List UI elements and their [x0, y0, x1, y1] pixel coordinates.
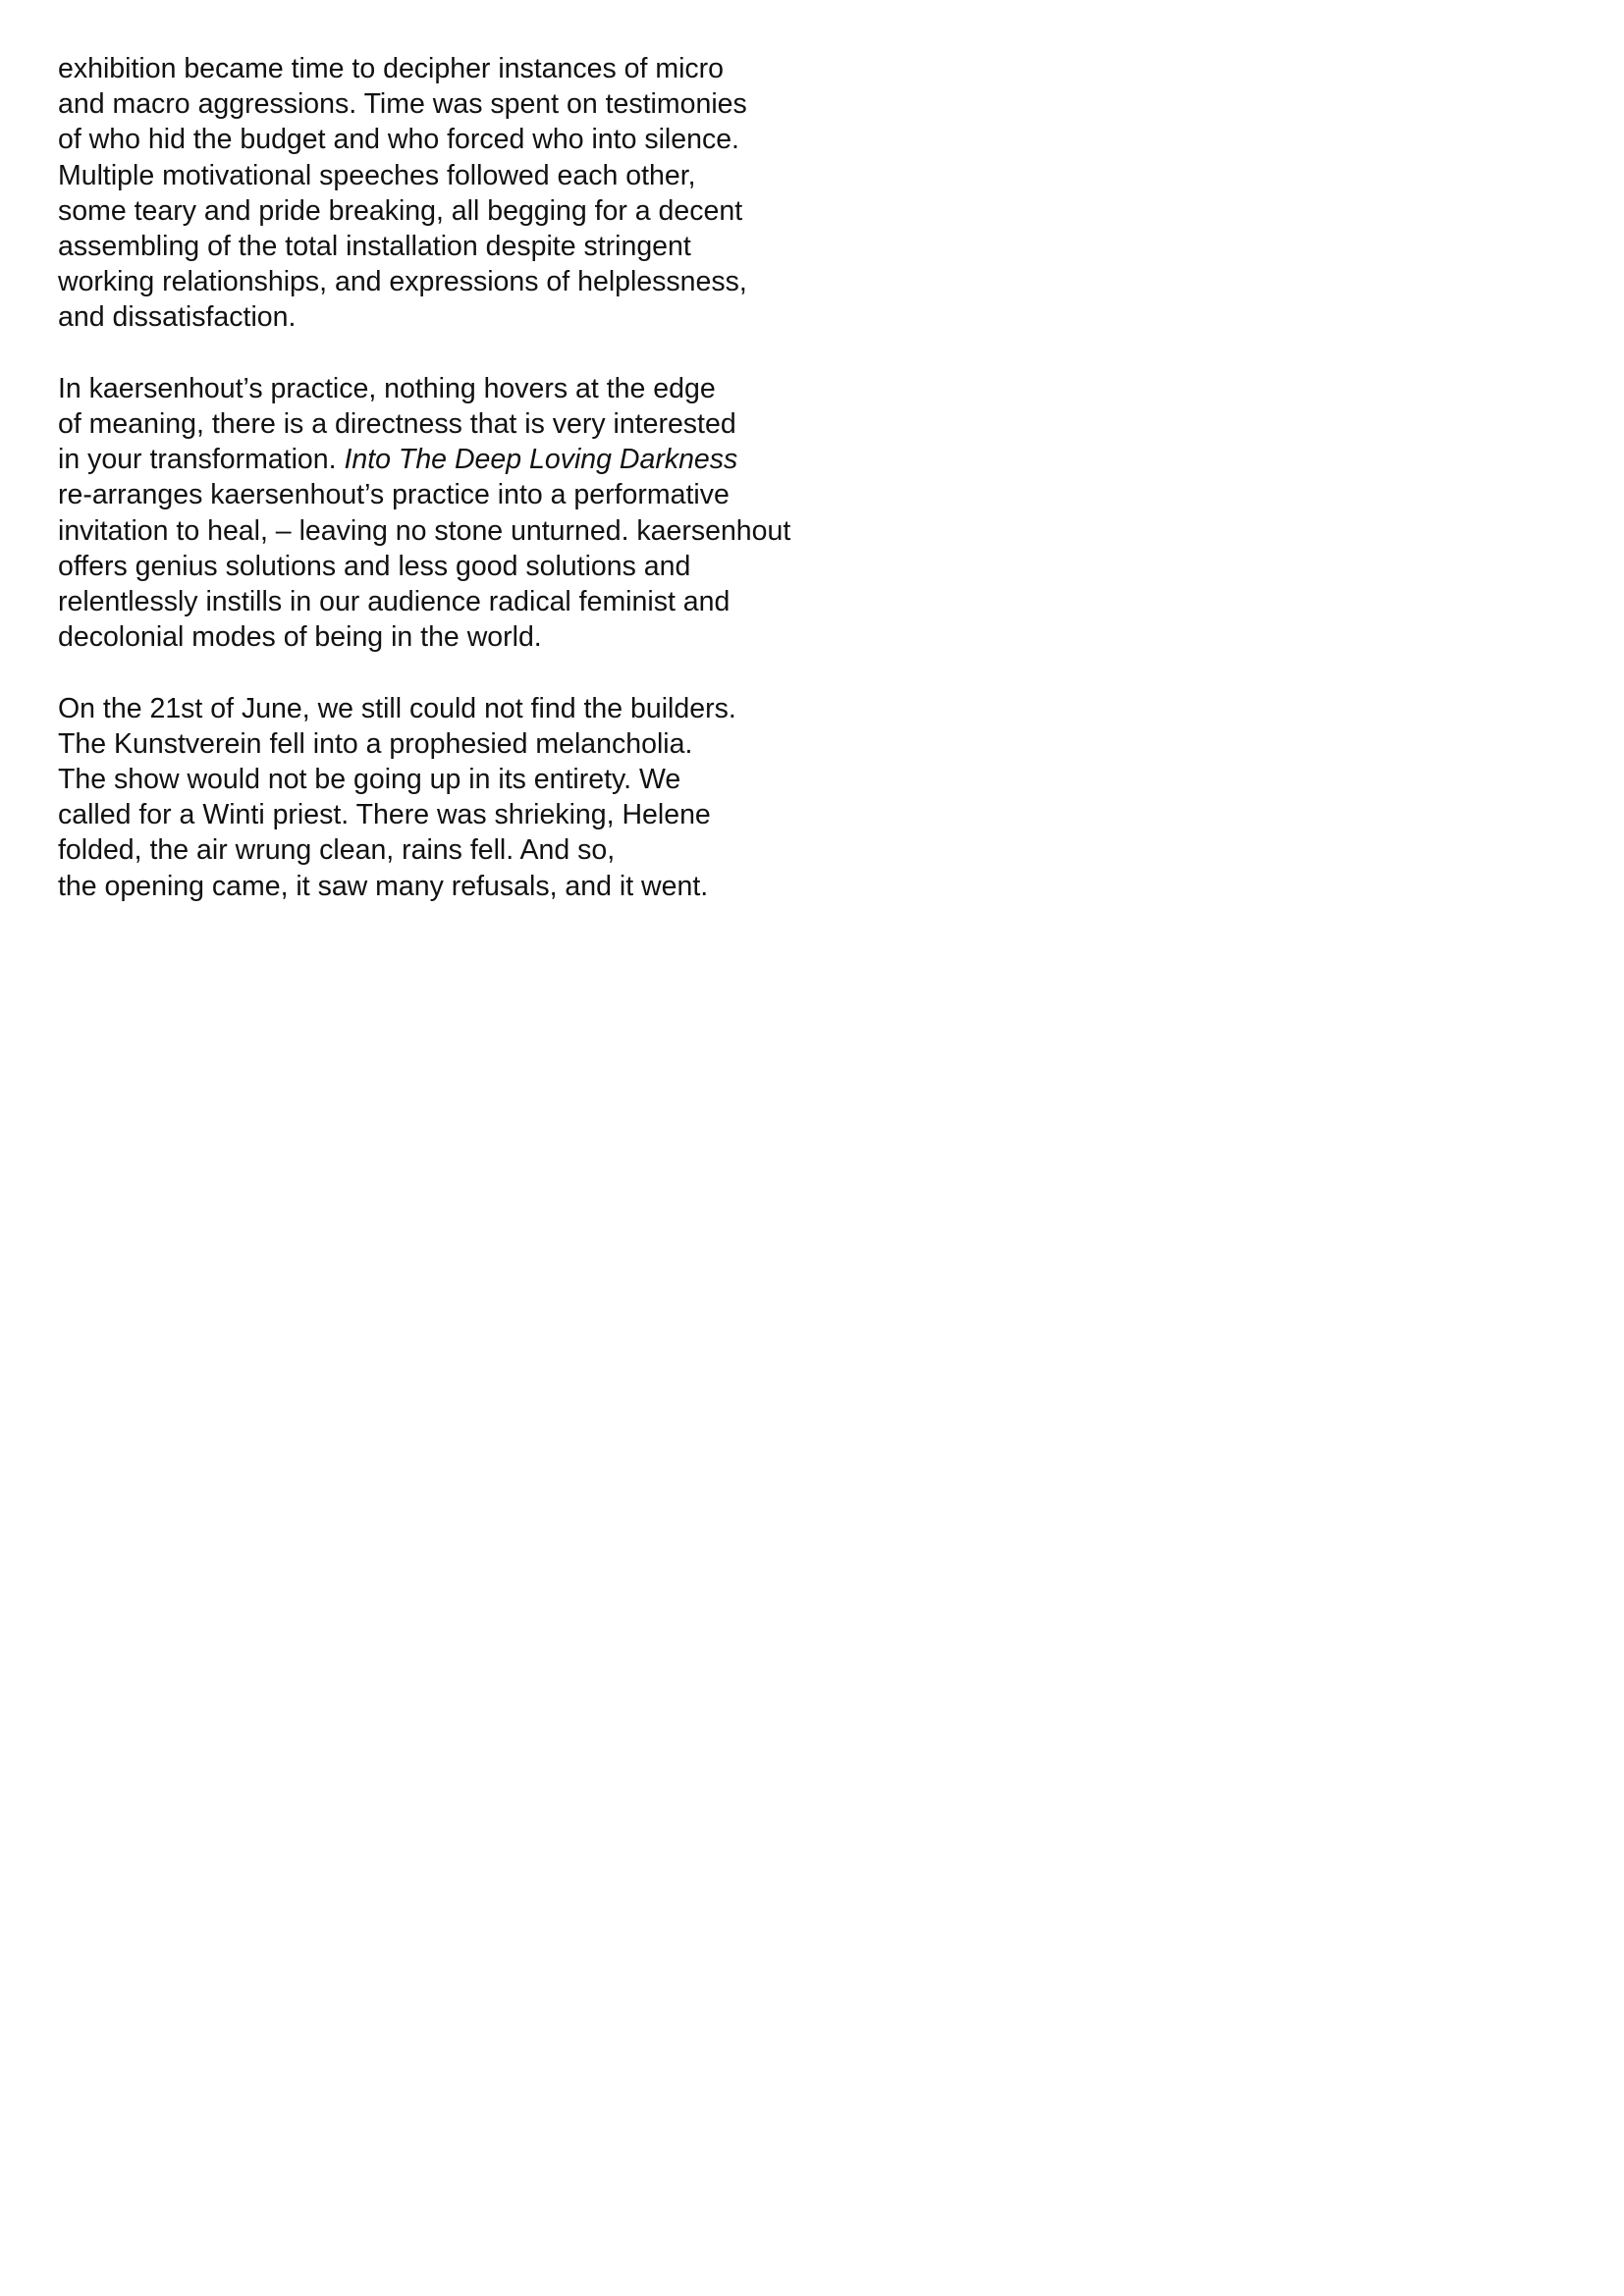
- text-line: re-arranges kaersenhout’s practice into a performative: [58, 479, 730, 511]
- paragraph-2: [58, 371, 804, 656]
- text-line: and dissatisfaction.: [58, 301, 297, 334]
- paragraph-3: [58, 691, 804, 904]
- text-line: assembling of the total installation despite stringent: [58, 231, 691, 263]
- text-line: folded, the air wrung clean, rains fell. And so,: [58, 834, 616, 867]
- text-line: [58, 442, 804, 477]
- text-line: called for a Winti priest. There was shrieking, Helene: [58, 799, 711, 831]
- text-line: some teary and pride breaking, all begging for a decent: [58, 194, 743, 227]
- text-line: invitation to heal, – leaving no stone unturned. kaersenhout: [58, 514, 791, 547]
- text-line: working relationships, and expressions of helplessness,: [58, 266, 747, 298]
- text-line: Multiple motivational speeches followed each other,: [58, 159, 696, 191]
- text-line: decolonial modes of being in the world.: [58, 621, 542, 654]
- text-line: The show would not be going up in its entirety. We: [58, 764, 681, 796]
- exhibition-title: Into The Deep Loving Darkness: [344, 444, 738, 476]
- text-line: exhibition became time to decipher instances of micro: [58, 53, 725, 84]
- text-line: offers genius solutions and less good solutions and: [58, 550, 691, 582]
- text-line: In kaersenhout’s practice, nothing hovers at the edge: [58, 372, 716, 404]
- body-text: [58, 51, 804, 939]
- text-line: On the 21st of June, we still could not find the builders.: [58, 692, 736, 724]
- text-line: of meaning, there is a directness that is very interested: [58, 408, 736, 441]
- text-line: The Kunstverein fell into a prophesied melancholia.: [58, 727, 693, 760]
- text-line: relentlessly instills in our audience radical feminist and: [58, 586, 731, 618]
- text-line: the opening came, it saw many refusals, and it went.: [58, 870, 709, 902]
- text-segment: in your transformation.: [58, 444, 345, 476]
- paragraph-1: [58, 51, 804, 336]
- text-line: of who hid the budget and who forced who into silence.: [58, 124, 739, 156]
- text-line: and macro aggressions. Time was spent on testimonies: [58, 88, 747, 121]
